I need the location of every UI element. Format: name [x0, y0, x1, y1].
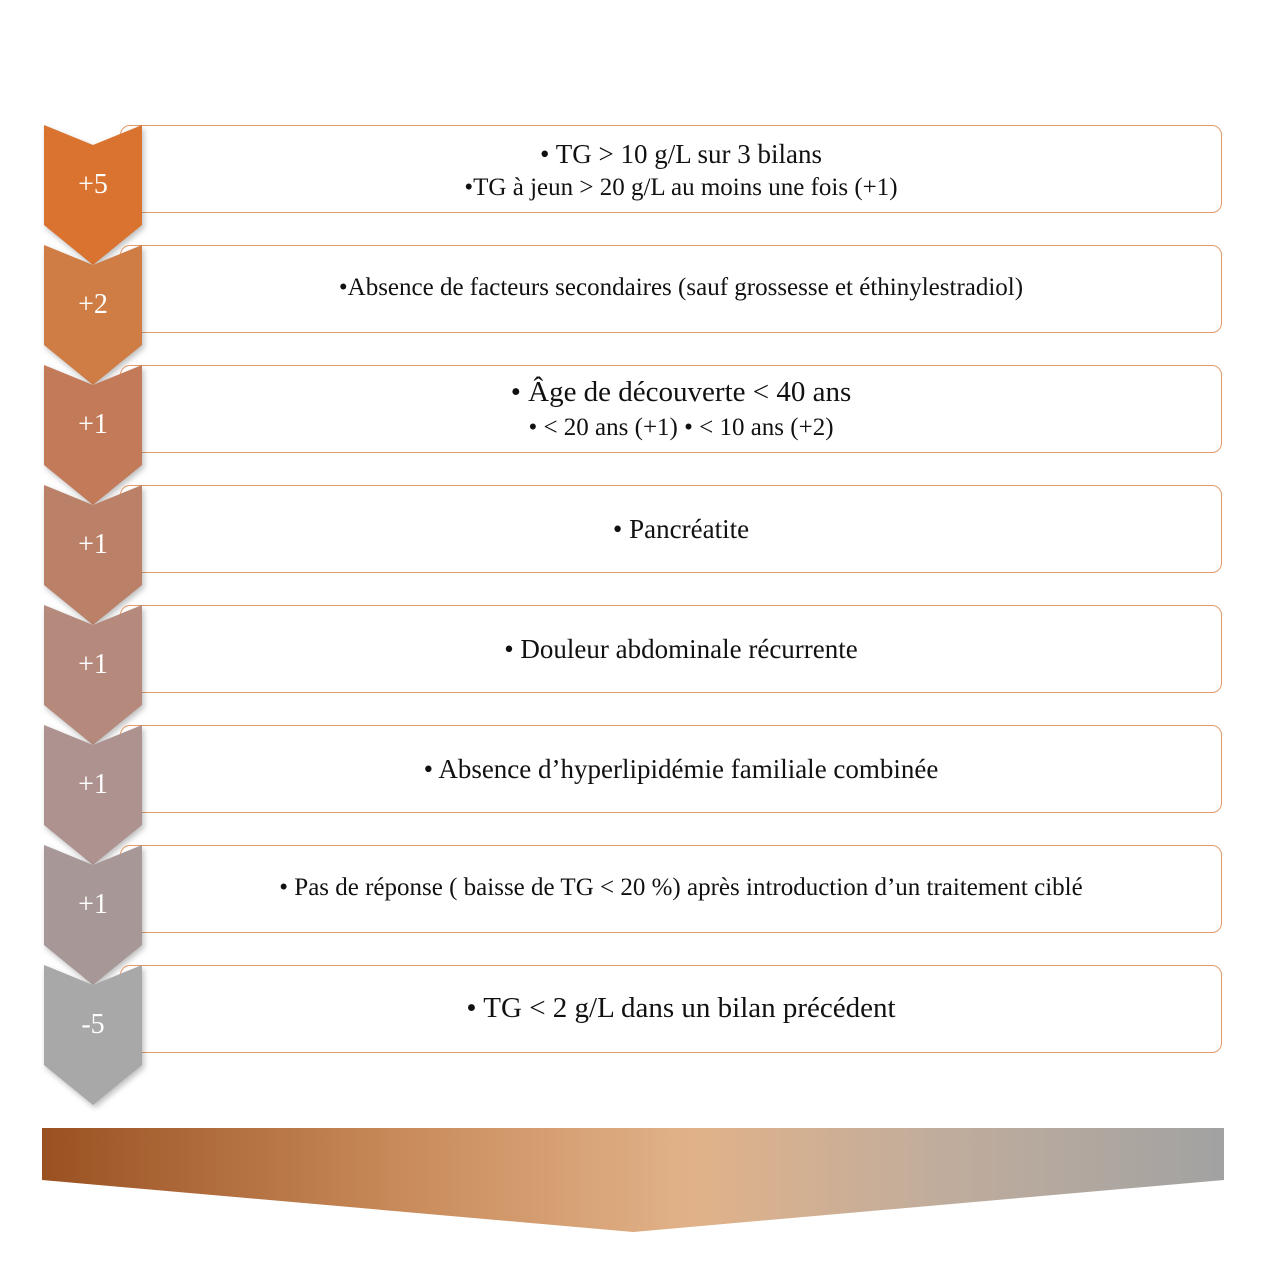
criterion-box [120, 845, 1222, 933]
score-value: +1 [78, 769, 108, 800]
criterion-row [0, 245, 1280, 385]
criterion-box [120, 965, 1222, 1053]
criterion-row [0, 605, 1280, 745]
criterion-text: • Absence d’hyperlipidémie familiale combinée [423, 754, 939, 784]
score-chevron [44, 725, 142, 865]
criterion-row [0, 125, 1280, 265]
criterion-row [0, 485, 1280, 625]
criterion-box [120, 365, 1222, 453]
score-value: +1 [78, 889, 108, 920]
criterion-text: • Douleur abdominale récurrente [504, 634, 858, 664]
score-value: +2 [78, 289, 108, 320]
score-value: +5 [78, 169, 108, 200]
score-value: +1 [78, 649, 108, 680]
score-chevron [44, 245, 142, 385]
criterion-row [0, 965, 1280, 1105]
criterion-text: • TG < 2 g/L dans un bilan précédent [466, 992, 896, 1024]
score-chevron [44, 125, 142, 265]
criterion-box [120, 485, 1222, 573]
score-value: +1 [78, 409, 108, 440]
score-value: -5 [81, 1009, 105, 1040]
score-chevron [44, 605, 142, 745]
criterion-row [0, 725, 1280, 865]
criterion-row [0, 365, 1280, 505]
criterion-box [120, 245, 1222, 333]
criterion-text: • Pas de réponse ( baisse de TG < 20 %) après introduction d’un traitement ciblé [279, 874, 1083, 901]
score-chevron [44, 485, 142, 625]
criterion-box [120, 125, 1222, 213]
criterion-box [120, 725, 1222, 813]
criterion-text: •Absence de facteurs secondaires (sauf grossesse et éthinylestradiol) [338, 274, 1024, 301]
criterion-text: • TG > 10 g/L sur 3 bilans [540, 139, 822, 170]
criterion-row [0, 845, 1280, 985]
score-chevron [44, 965, 142, 1105]
score-value: +1 [78, 529, 108, 560]
criterion-box [120, 605, 1222, 693]
criterion-subtext: •TG à jeun > 20 g/L au moins une fois (+1) [464, 174, 898, 202]
criterion-text: • Pancréatite [612, 514, 750, 544]
criterion-text: • Âge de découverte < 40 ans [510, 375, 852, 408]
score-chevron [44, 365, 142, 505]
score-chevron [44, 845, 142, 985]
total-score-arrow [42, 1128, 1224, 1232]
criterion-subtext: • < 20 ans (+1) • < 10 ans (+2) [528, 413, 834, 441]
